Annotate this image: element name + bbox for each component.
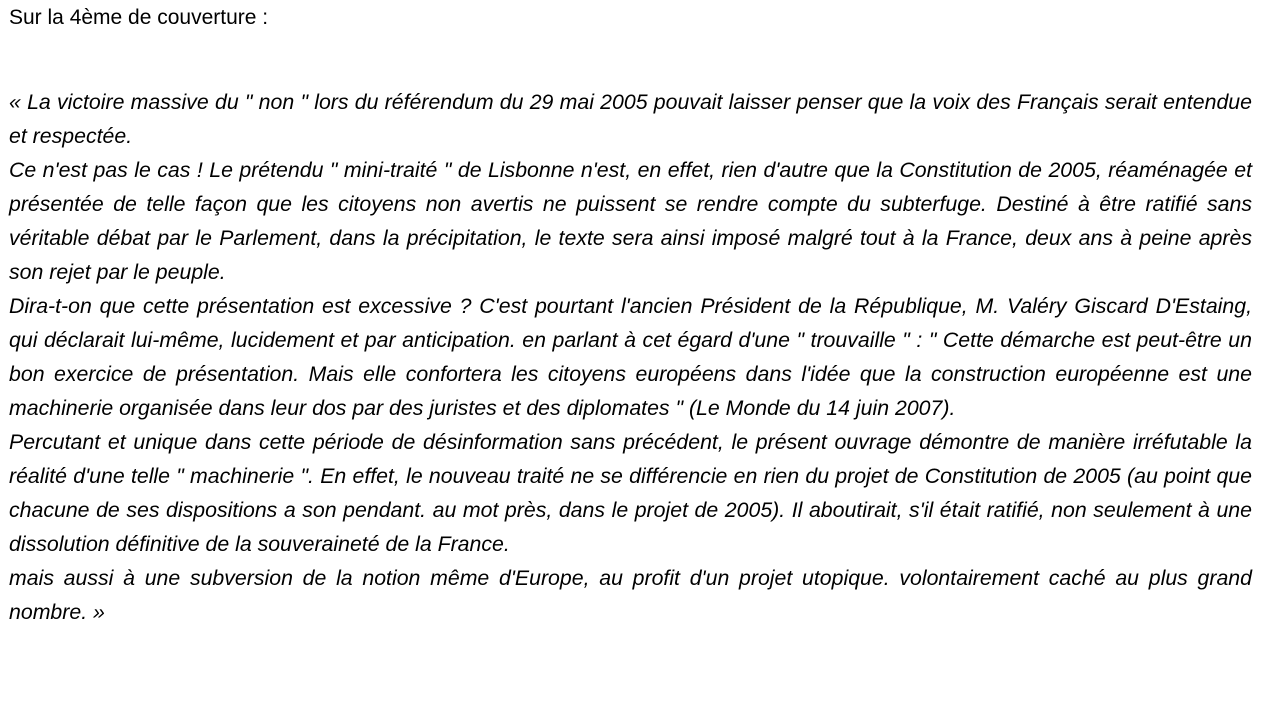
document-page bbox=[9, 0, 1252, 629]
quote-paragraph-3: Dira-t-on que cette présentation est excessive ? C'est pourtant l'ancien Président de la République, M. Valéry Giscard D'Estaing, qui déclarait lui-même, lucidement et par anticipation. en parlant à cet égard d'une " trouvaille " : " Cette démarche est peut-être un bon exercice de présentation. Mais elle confortera les citoyens européens dans l'idée que la construction européenne est une machinerie organisée dans leur dos par des juristes et des diplomates " (Le Monde du 14 juin 2007). bbox=[9, 294, 1252, 420]
section-heading: Sur la 4ème de couverture : bbox=[9, 6, 269, 29]
quote-paragraph-2: Ce n'est pas le cas ! Le prétendu " mini-traité " de Lisbonne n'est, en effet, rien d'autre que la Constitution de 2005, réaménagée et présentée de telle façon que les citoyens non avertis ne puissent se rendre compte du subterfuge. Destiné à être ratifié sans véritable débat par le Parlement, dans la précipitation, le texte sera ainsi imposé malgré tout à la France, deux ans à peine après son rejet par le peuple. bbox=[9, 158, 1252, 284]
back-cover-quote bbox=[9, 85, 1252, 629]
quote-paragraph-5: mais aussi à une subversion de la notion même d'Europe, au profit d'un projet utopique. volontairement caché au plus grand nombre. » bbox=[9, 566, 1252, 624]
spacer bbox=[9, 35, 1252, 85]
quote-paragraph-4: Percutant et unique dans cette période de désinformation sans précédent, le présent ouvrage démontre de manière irréfutable la réalité d'une telle " machinerie ". En effet, le nouveau traité ne se différencie en rien du projet de Constitution de 2005 (au point que chacune de ses dispositions a son pendant. au mot près, dans le projet de 2005). Il aboutirait, s'il était ratifié, non seulement à une dissolution définitive de la souveraineté de la France. bbox=[9, 430, 1252, 556]
quote-paragraph-1: « La victoire massive du " non " lors du référendum du 29 mai 2005 pouvait laisser penser que la voix des Français serait entendue et respectée. bbox=[9, 90, 1252, 148]
